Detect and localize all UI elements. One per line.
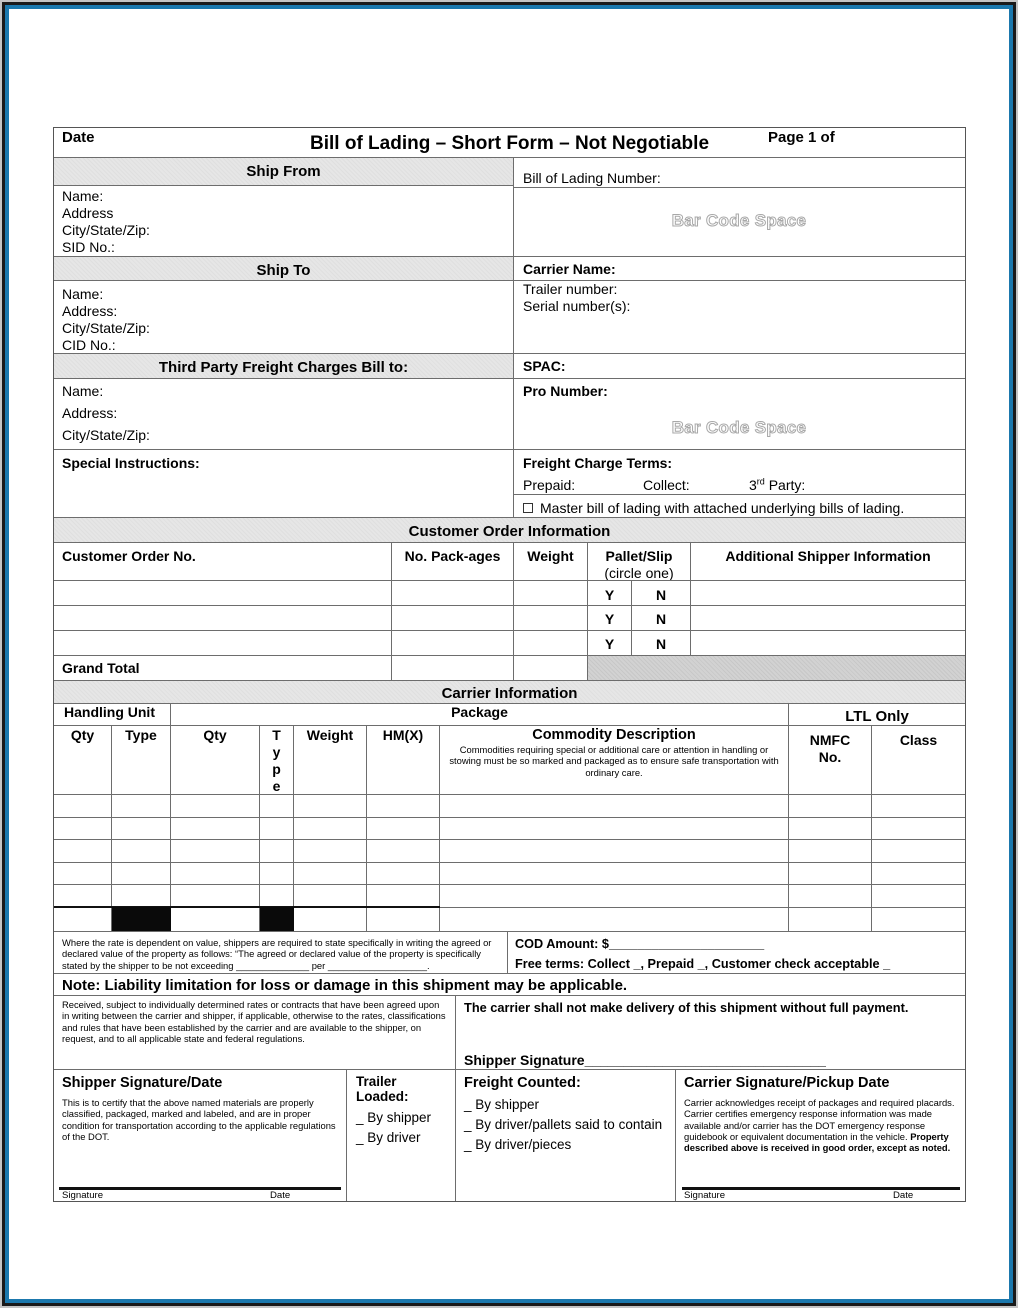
col-additional-info: Additional Shipper Information [725,548,931,564]
third-party-city-field[interactable]: City/State/Zip: [62,427,150,443]
prepaid-option[interactable]: Prepaid: [523,477,576,493]
pro-barcode-placeholder: Bar Code Space [671,418,807,437]
col-pallet-slip-note: (circle one) [604,565,674,581]
counted-by-shipper-option[interactable]: _ By shipper [464,1097,540,1112]
pallet-no-option[interactable]: N [655,611,667,627]
ship-from-heading: Ship From [246,163,321,180]
package-group-label: Package [451,704,508,720]
col-customer-order-no: Customer Order No. [62,548,196,564]
ship-to-cid-field[interactable]: CID No.: [62,337,116,353]
form-title: Bill of Lading – Short Form – Not Negotiable [310,133,710,154]
third-party-heading: Third Party Freight Charges Bill to: [158,359,409,376]
carrier-info-heading: Carrier Information [441,685,578,702]
col-pallet-slip: Pallet/Slip [605,548,673,564]
ship-to-address-field[interactable]: Address: [62,303,118,319]
col-hu-type: Type [125,727,157,743]
page-label: Page 1 of [768,129,835,146]
pallet-no-option[interactable]: N [655,587,667,603]
commodity-note: Commodities requiring special or additional care or attention in handling or stowing must be so marked and packaged as to ensure safe transportation with ordinary care. [449,744,779,778]
carrier-row[interactable] [54,839,965,840]
collect-option[interactable]: Collect: [643,477,690,493]
serial-number-field[interactable]: Serial number(s): [523,298,631,314]
counted-by-driver-pieces-option[interactable]: _ By driver/pieces [464,1137,572,1152]
special-instructions-field[interactable]: Special Instructions: [62,455,200,471]
col-weight: Weight [306,727,354,743]
grand-total-label: Grand Total [62,660,140,676]
spac-field[interactable]: SPAC: [523,358,566,374]
trailer-loaded-heading-2: Loaded: [356,1089,409,1104]
carrier-row[interactable] [54,884,965,885]
col-nmfc: NMFC No. [809,732,851,765]
shipper-date-caption: Date [270,1190,291,1201]
pallet-yes-option[interactable]: Y [604,636,615,652]
col-pkg-type: T y p e [272,727,281,794]
trailer-number-field[interactable]: Trailer number: [523,281,618,297]
liability-note: Note: Liability limitation for loss or damage in this shipment may be applicable. [62,977,628,994]
carrier-name-field[interactable]: Carrier Name: [523,261,616,277]
carrier-row[interactable] [54,862,965,863]
col-class: Class [899,732,938,748]
pallet-yes-option[interactable]: Y [604,611,615,627]
ship-from-city-field[interactable]: City/State/Zip: [62,222,150,238]
blocked-cell [260,907,294,931]
received-terms-text: Received, subject to individually determined rates or contracts that have been agreed upon in writing between the carrier and shipper, if applicable, otherwise to the rates, classifications and rules that have been established by the carrier and are available to the shipper, on request, and to all applicable state and federal regulations. [62,999,446,1044]
col-commodity-description: Commodity Description [532,727,696,743]
ship-to-heading: Ship To [256,262,311,279]
loaded-by-shipper-option[interactable]: _ By shipper [356,1110,432,1125]
master-bill-checkbox[interactable] [523,503,533,513]
shipper-certification-text: This is to certify that the above named materials are properly classified, packaged, marked and labeled, and are in proper condition for transportation according to the applicable regulations of the DOT. [62,1097,336,1142]
carrier-row[interactable] [54,794,965,795]
trailer-loaded-heading-1: Trailer [356,1074,397,1089]
ship-to-name-field[interactable]: Name: [62,286,104,302]
declared-value-text: Where the rate is dependent on value, shippers are required to state specifically in writing the agreed or declared value of the property as follows: “The agreed or declared value of the property is specifically stated by the shipper to be not exceeding ______________ per ___________________. [62,937,492,971]
carrier-sig-heading: Carrier Signature/Pickup Date [684,1075,890,1091]
third-party-address-field[interactable]: Address: [62,405,118,421]
payment-notice: The carrier shall not make delivery of this shipment without full payment. [464,1000,909,1015]
ship-to-city-field[interactable]: City/State/Zip: [62,320,150,336]
shipper-signature-caption: Signature [62,1190,104,1201]
carrier-date-caption: Date [893,1190,914,1201]
customer-order-heading: Customer Order Information [408,523,611,540]
col-pkg-qty: Qty [203,727,227,743]
freight-counted-heading: Freight Counted: [464,1075,581,1091]
master-bill-option[interactable]: Master bill of lading with attached underlying bills of lading. [523,500,904,517]
pro-number-field[interactable]: Pro Number: [523,383,608,399]
freight-charge-terms-label: Freight Charge Terms: [523,455,673,471]
bol-barcode-placeholder: Bar Code Space [671,211,807,230]
col-hm: HM(X) [382,727,424,743]
carrier-signature-caption: Signature [684,1190,726,1201]
ltl-only-group-label: LTL Only [845,708,909,725]
bol-number-field[interactable]: Bill of Lading Number: [523,170,661,186]
handling-unit-group-label: Handling Unit [64,704,155,720]
blocked-cell [112,907,171,931]
carrier-ack-text: Carrier acknowledges receipt of packages and required placards. Carrier certifies emergency response information was made available and/or carrier has the DOT emergency response guidebook or equivalent documentation in the vehicle. Property described above is received in good order, except as noted. [684,1097,955,1154]
ship-from-name-field[interactable]: Name: [62,188,104,204]
pallet-no-option[interactable]: N [655,636,667,652]
col-packages: No. Pack-ages [404,548,501,564]
ship-from-address-field[interactable]: Address [62,205,114,221]
carrier-row[interactable] [54,817,965,818]
pallet-yes-option[interactable]: Y [604,587,615,603]
shipper-signature-field[interactable]: Shipper Signature_______________________________ [464,1052,826,1068]
counted-by-driver-pallets-option[interactable]: _ By driver/pallets said to contain [464,1117,663,1132]
cod-amount-field[interactable]: COD Amount: $______________________ [515,937,765,951]
col-weight: Weight [527,548,574,564]
free-terms-field[interactable]: Free terms: Collect _, Prepaid _, Customer check acceptable _ [515,957,891,971]
loaded-by-driver-option[interactable]: _ By driver [356,1130,421,1145]
ship-from-sid-field[interactable]: SID No.: [62,239,115,255]
third-party-option[interactable]: 3rd Party: [749,476,806,493]
third-party-name-field[interactable]: Name: [62,383,104,399]
date-label: Date [62,129,95,146]
shipper-sig-heading: Shipper Signature/Date [62,1075,223,1091]
col-hu-qty: Qty [70,727,95,743]
